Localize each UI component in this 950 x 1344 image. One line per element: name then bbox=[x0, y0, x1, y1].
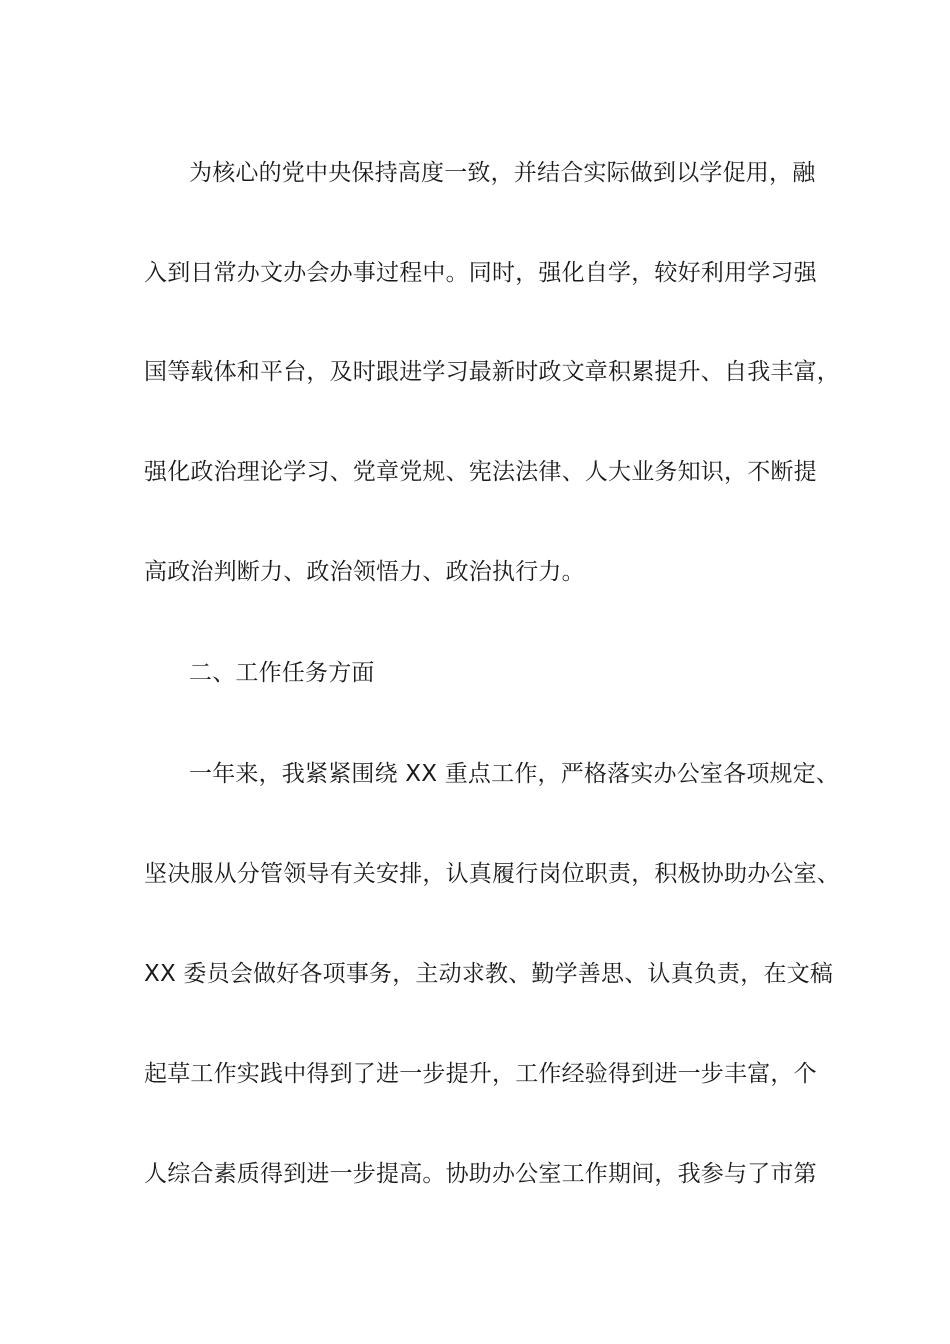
paragraph-line: 人综合素质得到进一步提高。协助办公室工作期间，我参与了市第 bbox=[144, 1161, 817, 1187]
paragraph-line: 高政治判断力、政治领悟力、政治执行力。 bbox=[144, 559, 585, 585]
paragraph-line: 国等载体和平台，及时跟进学习最新时政文章积累提升、自我丰富， bbox=[144, 359, 840, 385]
paragraph-line: 一年来，我紧紧围绕 XX 重点工作，严格落实办公室各项规定、 bbox=[189, 761, 840, 787]
section-heading: 二、工作任务方面 bbox=[189, 660, 375, 686]
paragraph-line: XX 委员会做好各项事务，主动求教、勤学善思、认真负责，在文稿 bbox=[144, 961, 834, 987]
paragraph-line: 入到日常办文办会办事过程中。同时，强化自学，较好利用学习强 bbox=[144, 260, 817, 286]
paragraph-line: 强化政治理论学习、党章党规、宪法法律、人大业务知识，不断提 bbox=[144, 459, 817, 485]
paragraph-line: 起草工作实践中得到了进一步提升，工作经验得到进一步丰富，个 bbox=[144, 1061, 817, 1087]
paragraph-line: 坚决服从分管领导有关安排，认真履行岗位职责，积极协助办公室、 bbox=[144, 861, 840, 887]
paragraph-line: 为核心的党中央保持高度一致，并结合实际做到以学促用，融 bbox=[189, 160, 816, 186]
